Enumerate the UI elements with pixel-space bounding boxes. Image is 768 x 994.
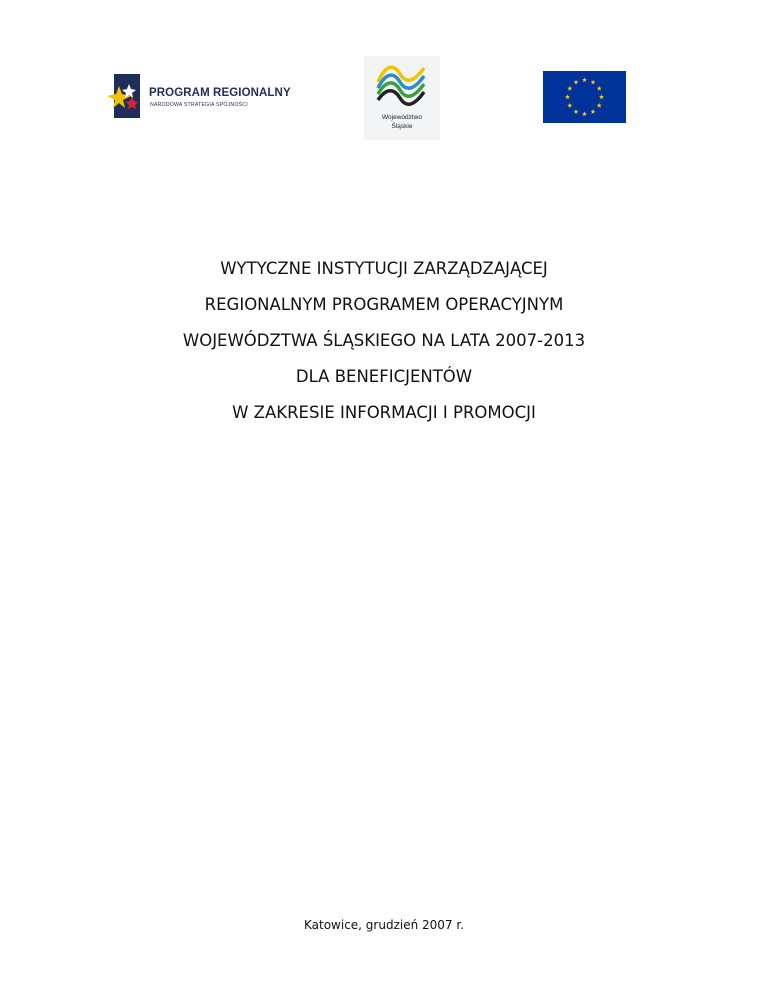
eu-star-icon — [582, 77, 587, 82]
program-regionalny-emblem-icon — [106, 72, 148, 120]
eu-stars-icon — [543, 71, 626, 123]
eu-star-icon — [565, 94, 570, 99]
title-line-2: REGIONALNYM PROGRAMEM OPERACYJNYM — [204, 295, 564, 314]
document-title — [0, 251, 768, 431]
logo-header — [0, 0, 768, 150]
program-regionalny-subtitle: NARODOWA STRATEGIA SPÓJNOŚCI — [150, 102, 248, 108]
title-line-4: DLA BENEFICJENTÓW — [295, 367, 473, 386]
eu-star-icon — [591, 80, 596, 85]
eu-star-icon — [597, 103, 602, 108]
eu-star-icon — [597, 86, 602, 91]
wojewodztwo-line2: Śląskie — [391, 123, 413, 130]
program-regionalny-logo — [106, 72, 321, 120]
wojewodztwo-line1: Województwo — [382, 114, 422, 121]
title-line-3: WOJEWÓDZTWA ŚLĄSKIEGO NA LATA 2007-2013 — [182, 331, 586, 350]
eu-star-icon — [574, 80, 579, 85]
eu-star-icon — [567, 86, 572, 91]
eu-star-icon — [567, 103, 572, 108]
slaskie-waves-icon — [372, 60, 432, 110]
title-line-5: W ZAKRESIE INFORMACJI I PROMOCJI — [232, 403, 536, 422]
eu-flag-logo — [543, 71, 626, 123]
wojewodztwo-slaskie-logo — [364, 56, 440, 140]
title-line-1: WYTYCZNE INSTYTUCJI ZARZĄDZAJĄCEJ — [220, 259, 548, 278]
eu-star-icon — [599, 94, 604, 99]
eu-star-icon — [591, 109, 596, 114]
eu-star-icon — [574, 109, 579, 114]
place-date: Katowice, grudzień 2007 r. — [303, 918, 465, 932]
program-regionalny-title: PROGRAM REGIONALNY — [149, 87, 291, 99]
eu-star-icon — [582, 111, 587, 116]
